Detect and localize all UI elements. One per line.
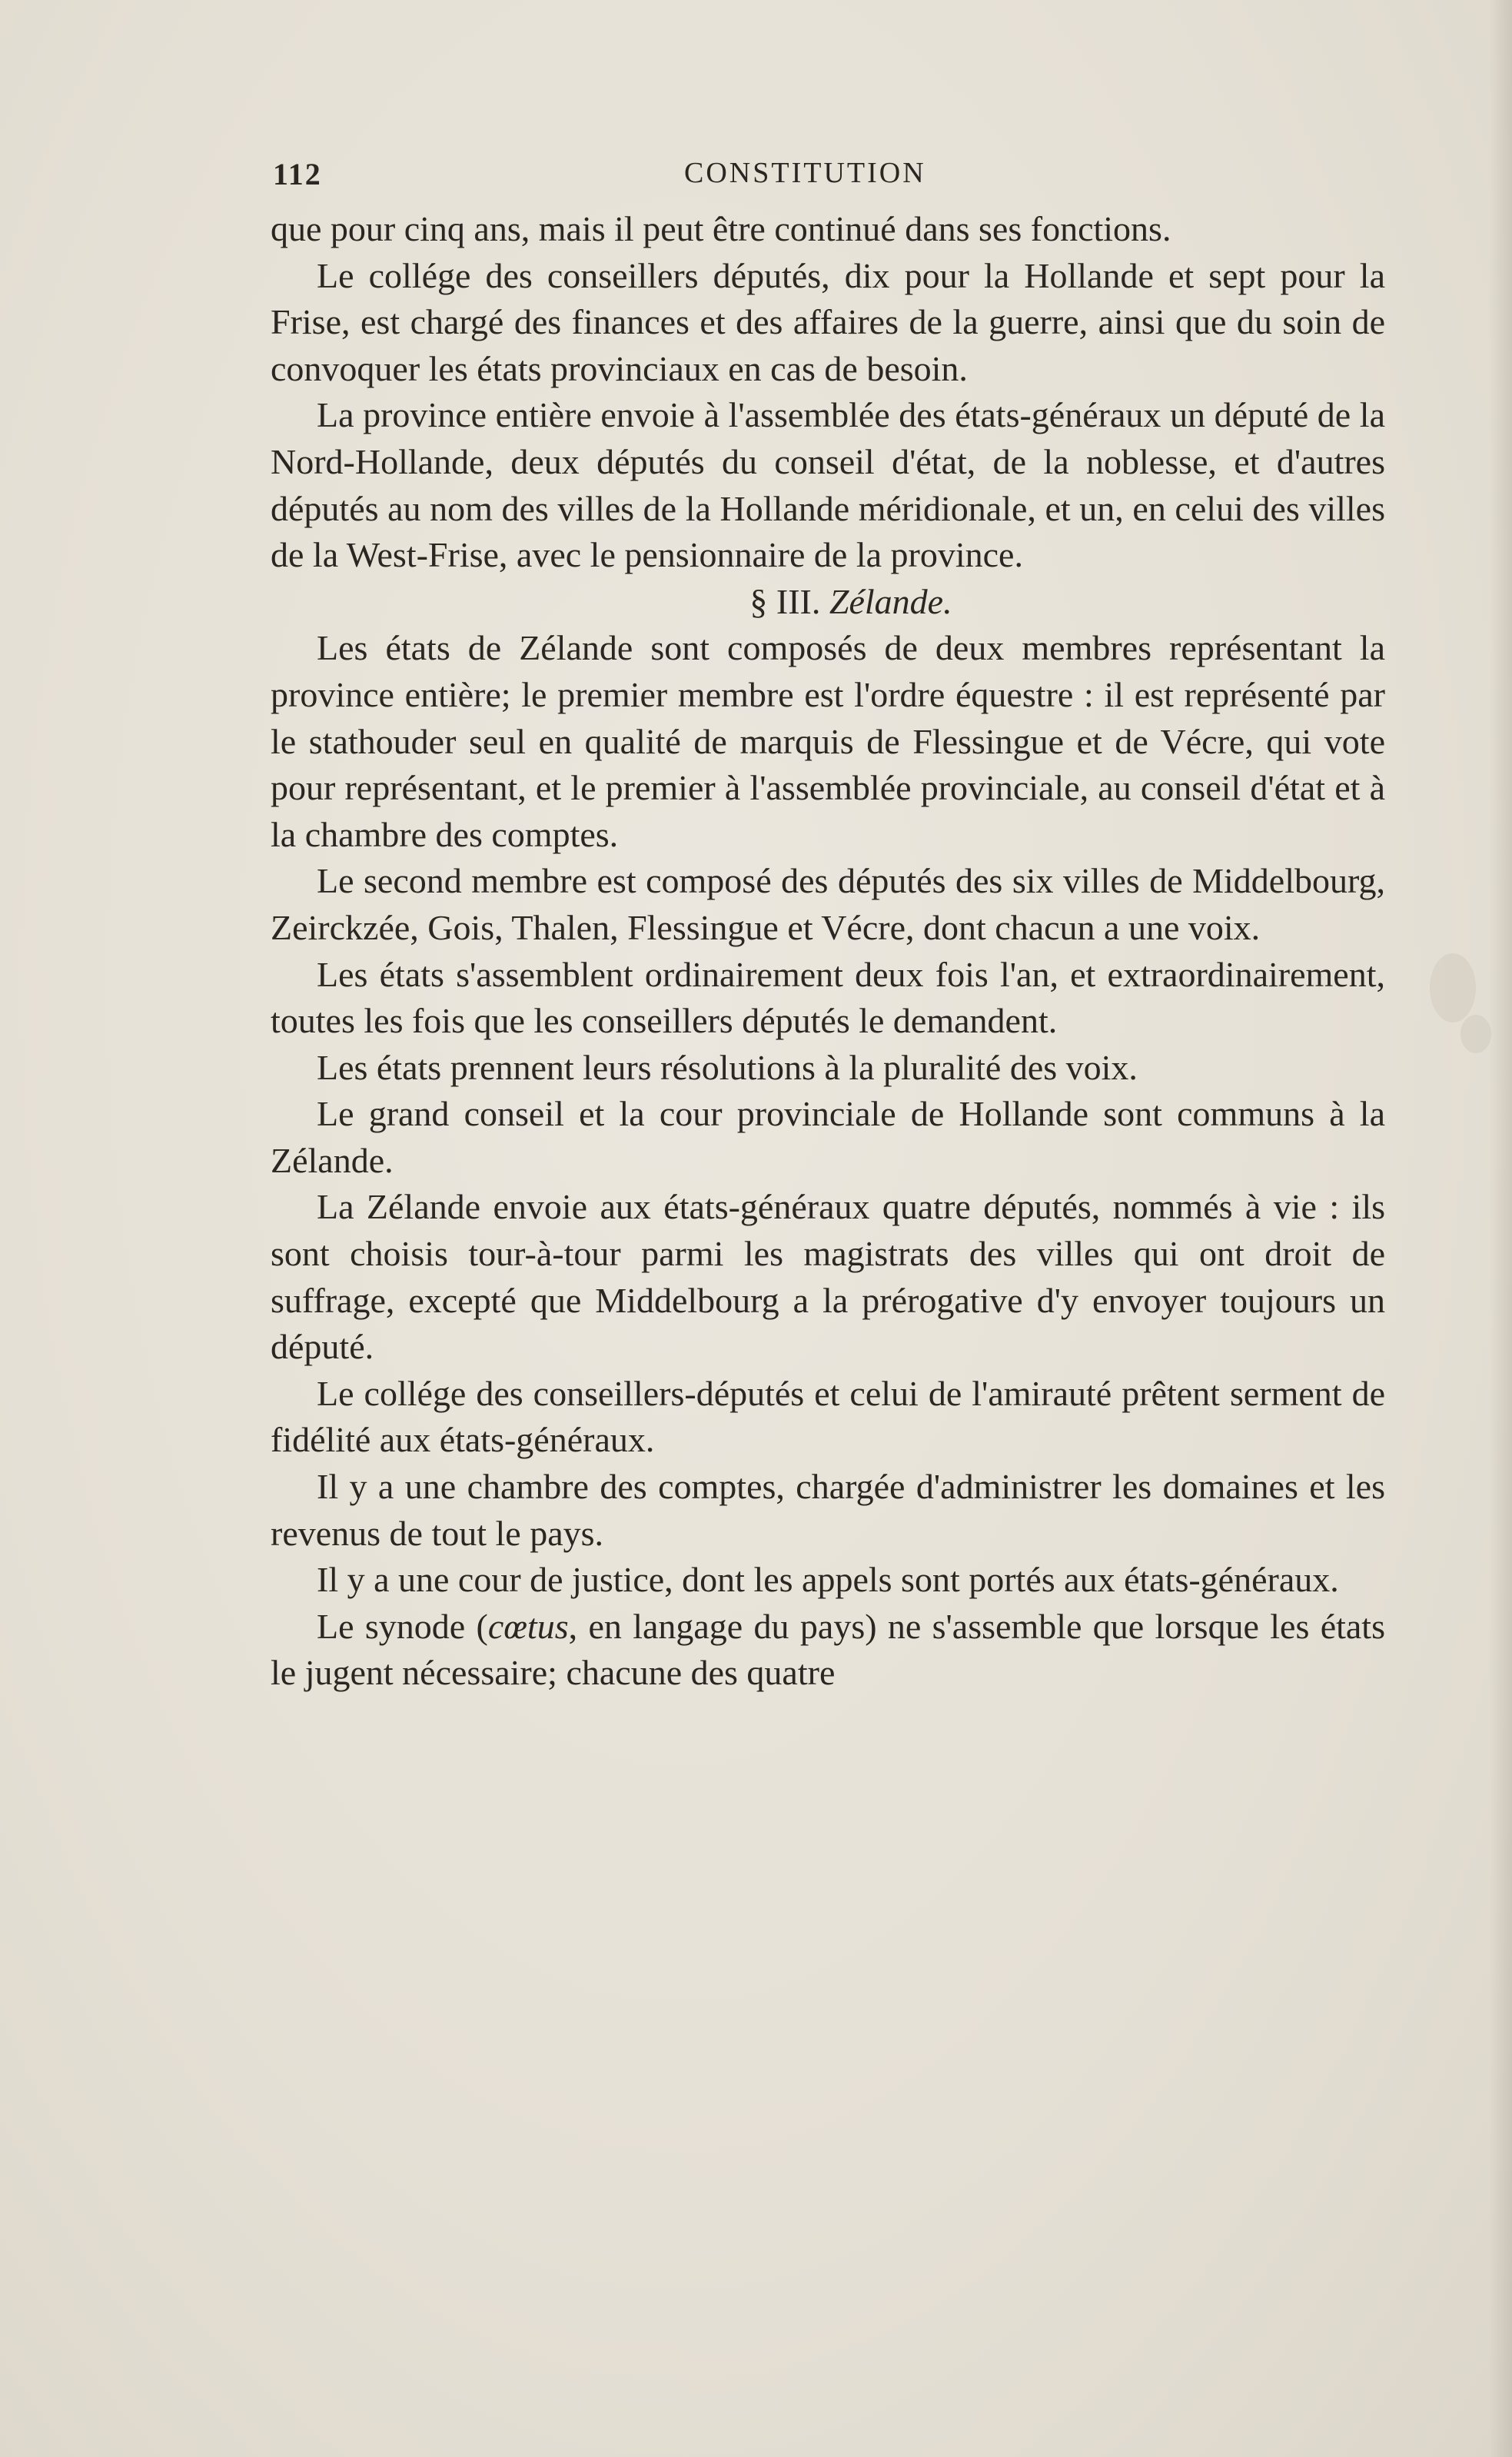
- body-text: [271, 206, 1385, 1697]
- paragraph: Le grand conseil et la cour provinciale de Hollande sont communs à la Zélande.: [271, 1094, 1385, 1180]
- section-number: § III.: [749, 581, 821, 621]
- paragraph: Les états prennent leurs résolutions à la pluralité des voix.: [317, 1047, 1138, 1087]
- paragraph: Le collége des conseillers-députés et celui de l'amirauté prêtent serment de fidélité aux états-généraux.: [271, 1373, 1385, 1460]
- paragraph: Il y a une chambre des comptes, chargée d'administrer les domaines et les revenus de tout le pays.: [271, 1467, 1385, 1553]
- paragraph-text: , en langage du pays) ne s'assemble que lorsque les états le jugent nécessaire; chacune des quatre: [271, 1606, 1385, 1693]
- page-edge-shadow: [1489, 0, 1512, 2457]
- paragraph-text: Le synode (: [317, 1606, 488, 1646]
- section-title: Zélande.: [829, 581, 952, 621]
- paragraph: La Zélande envoie aux états-généraux quatre députés, nommés à vie : ils sont choisis tour-à-tour parmi les magistrats des villes qui ont droit de suffrage, excepté que Middelbourg a la prérogative d'y envoyer toujours un député.: [271, 1187, 1385, 1367]
- running-title: CONSTITUTION: [684, 157, 926, 189]
- paragraph: Il y a une cour de justice, dont les appels sont portés aux états-généraux.: [317, 1560, 1339, 1600]
- paragraph: La province entière envoie à l'assemblée des états-généraux un député de la Nord-Hollande, deux députés du conseil d'état, de la noblesse, et d'autres députés au nom des villes de la Hollande méridionale, et un, en celui des villes de la West-Frise, avec le pensionnaire de la province.: [271, 395, 1385, 575]
- paragraph: Le collége des conseillers députés, dix pour la Hollande et sept pour la Frise, est chargé des finances et des affaires de la guerre, ainsi que du soin de convoquer les états provinciaux en cas de besoin.: [271, 255, 1385, 388]
- section-heading: [271, 579, 1385, 626]
- paper-stain: [1460, 1015, 1491, 1053]
- page-number: 112: [273, 157, 322, 191]
- paper-stain: [1430, 953, 1476, 1022]
- paragraph: [271, 1604, 1385, 1697]
- paragraph: Les états s'assemblent ordinairement deux fois l'an, et extraordinairement, toutes les fois que les conseillers députés le demandent.: [271, 954, 1385, 1041]
- page-header: [273, 156, 1384, 202]
- paragraph: que pour cinq ans, mais il peut être continué dans ses fonctions.: [271, 209, 1171, 248]
- paragraph: Les états de Zélande sont composés de deux membres représentant la province entière; le premier membre est l'ordre équestre : il est représenté par le stathouder seul en qualité de marquis de Flessingue et de Vécre, qui vote pour représentant, et le premier à l'assemblée provinciale, au conseil d'état et à la chambre des comptes.: [271, 628, 1385, 854]
- latin-term: cœtus: [487, 1606, 569, 1646]
- paragraph: Le second membre est composé des députés des six villes de Middelbourg, Zeirckzée, Gois, Thalen, Flessingue et Vécre, dont chacun a une voix.: [271, 861, 1385, 947]
